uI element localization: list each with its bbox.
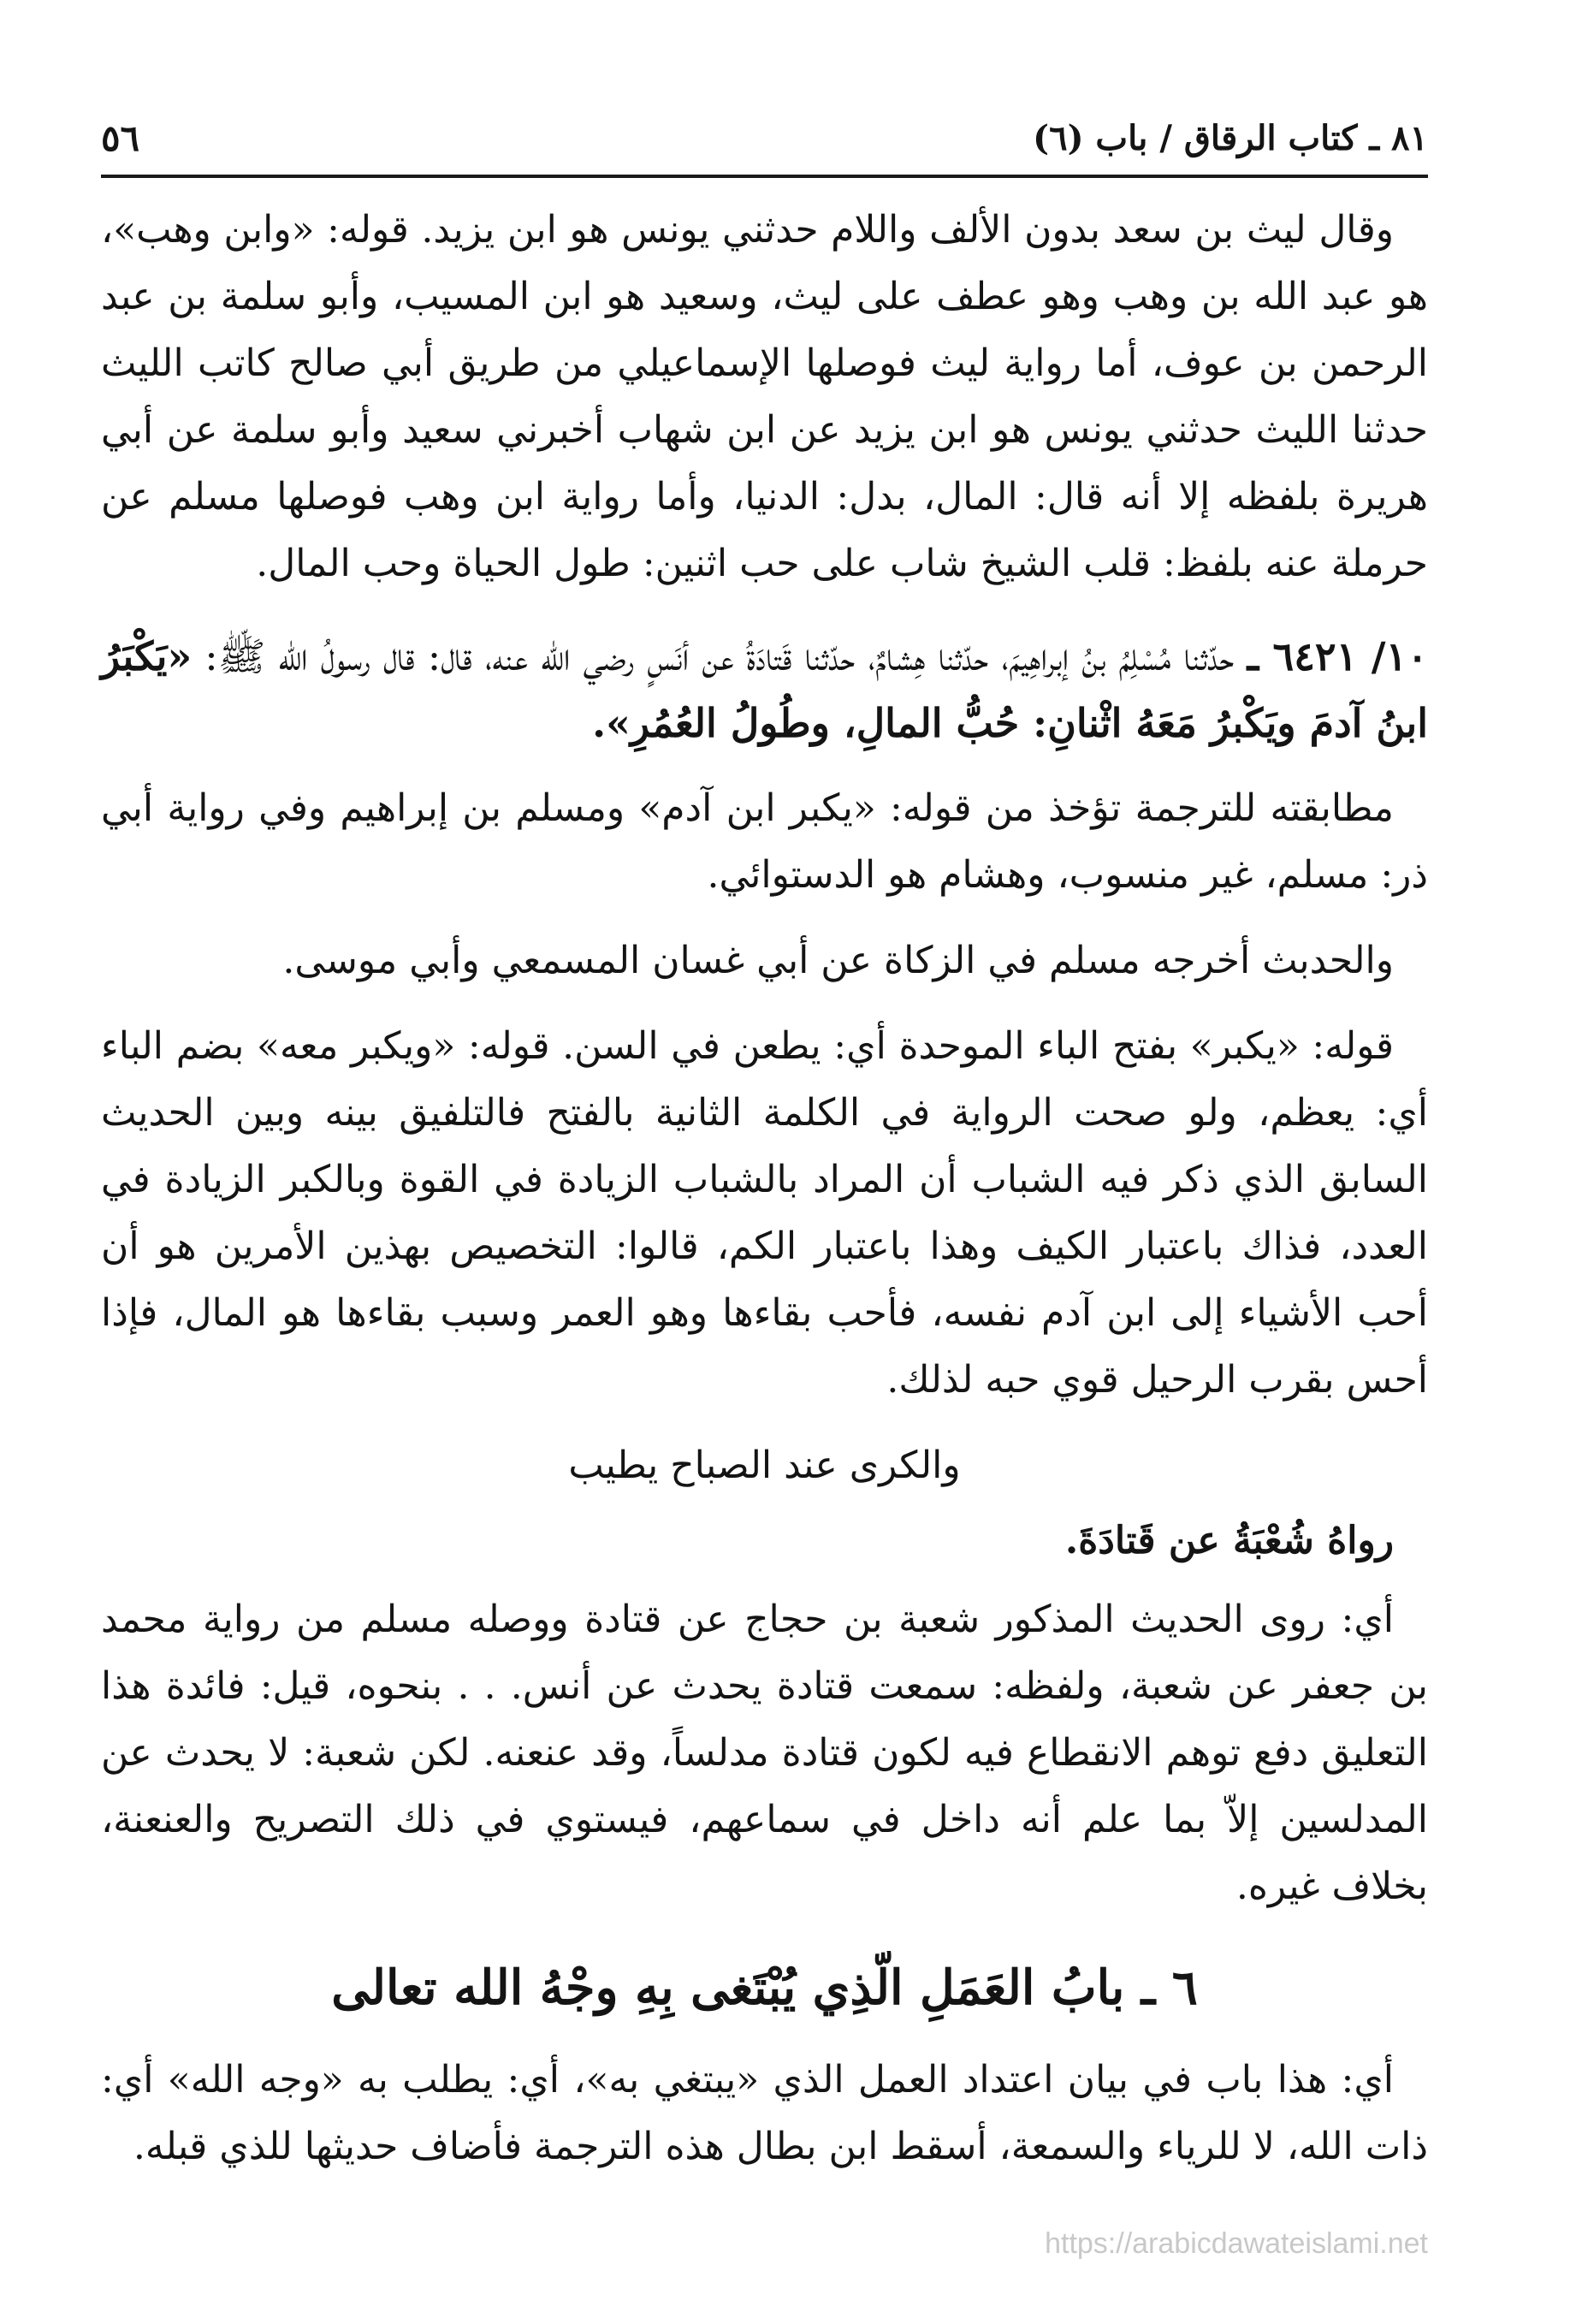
poem-verse: والكرى عند الصباح يطيب [568, 1444, 961, 1487]
hadith-isnad: حدّثنا مُسْلِمُ بنُ إبراهِيمَ، حدّثنا هِشامٌ، حدّثنا قَتادَةُ عن أنَسٍ رضي الله عنه، قال: قال رسولُ الله ﷺ: [204, 633, 1235, 679]
hadith-matn: «يَكْبَرُ ابنُ آدمَ ويَكْبرُ مَعَهُ اثْنانِ: حُبُّ المالِ، وطُولُ العُمُرِ». [101, 633, 1428, 746]
hadith-block [101, 623, 1428, 756]
commentary-paragraph-1: وقال ليث بن سعد بدون الألف واللام حدثني يونس هو ابن يزيد. قوله: «وابن وهب»، هو عبد الله بن وهب وهو عطف على ليث، وسعيد هو ابن المسيب، وأبو سلمة بن عبد الرحمن بن عوف، أما رواية ليث فوصلها الإسماعيلي من طريق أبي صالح كاتب الليث حدثنا الليث حدثني يونس هو ابن يزيد عن ابن شهاب أخبرني سعيد وأبو سلمة عن أبي هريرة بلفظه إلا أنه قال: المال، بدل: الدنيا، وأما رواية ابن وهب فوصلها مسلم عن حرملة عنه بلفظ: قلب الشيخ شاب على حب اثنين: طول الحياة وحب المال. [101, 208, 1428, 585]
page-header [101, 101, 1428, 178]
watermark-url: https://arabicdawateislami.net [1045, 2227, 1428, 2260]
page-body [101, 197, 1428, 2199]
commentary-paragraph-6: أي: هذا باب في بيان اعتداد العمل الذي «يبتغي به»، أي: يطلب به «وجه الله» أي: ذات الله، لا للرياء والسمعة، أسقط ابن بطال هذه الترجمة فأضاف حديثها للذي قبله. [101, 2058, 1428, 2168]
commentary-paragraph-4: قوله: «يكبر» بفتح الباء الموحدة أي: يطعن في السن. قوله: «ويكبر معه» بضم الباء أي: يعظم، ولو صحت الرواية في الكلمة الثانية بالفتح فالتلفيق بينه وبين الحديث السابق الذي ذكر فيه الشباب أن المراد بالشباب الزيادة في القوة وبالكبر الزيادة في العدد، فذاك باعتبار الكيف وهذا باعتبار الكم، قالوا: التخصيص بهذين الأمرين هو أن أحب الأشياء إلى ابن آدم نفسه، فأحب بقاءها وهو العمر وسبب بقاءها هو المال، فإذا أحس بقرب الرحيل قوي حبه لذلك. [101, 1024, 1429, 1402]
riwayah-line: رواهُ شُعْبَةُ عن قَتادَةَ. [1064, 1519, 1394, 1562]
commentary-paragraph-2: مطابقته للترجمة تؤخذ من قوله: «يكبر ابن آدم» ومسلم بن إبراهيم وفي رواية أبي ذر: مسلم، غير منسوب، وهشام هو الدستوائي. [101, 786, 1428, 897]
running-title: ٨١ ـ كتاب الرقاق / باب (٦) [1033, 117, 1428, 158]
page-number: ٥٦ [101, 116, 140, 159]
commentary-paragraph-5: أي: روى الحديث المذكور شعبة بن حجاج عن قتادة ووصله مسلم من رواية محمد بن جعفر عن شعبة، ولفظه: سمعت قتادة يحدث عن أنس. . . بنحوه، قيل: فائدة هذا التعليق دفع توهم الانقطاع فيه لكون قتادة مدلساً، وقد عنعنه. لكن شعبة: لا يحدث عن المدلسين إلاّ بما علم أنه داخل في سماعهم، فيستوي في ذلك التصريح والعنعنة، بخلاف غيره. [101, 1598, 1428, 1908]
chapter-title: ٦ ـ بابُ العَمَلِ الّذِي يُبْتَغى بِهِ وجْهُ الله تعالى [331, 1959, 1198, 2016]
commentary-paragraph-3: والحدبث أخرجه مسلم في الزكاة عن أبي غسان المسمعي وأبي موسى. [282, 939, 1394, 982]
hadith-number: ١٠/ ٦٤٢١ ـ [1247, 633, 1429, 679]
